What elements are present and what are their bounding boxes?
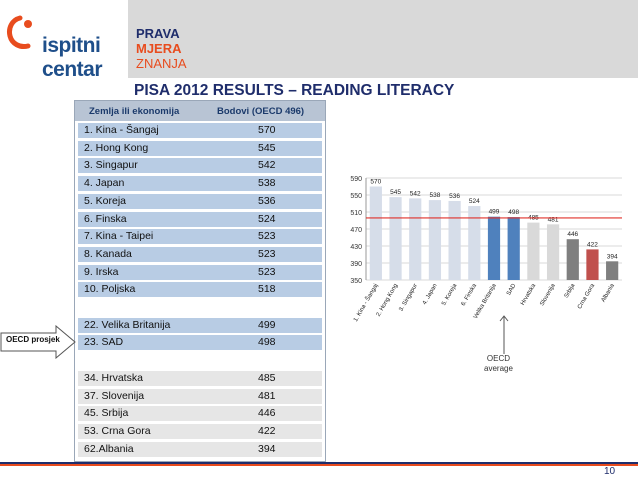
- table-cell-country: 62.Albania: [84, 442, 134, 455]
- chart-bar: [586, 249, 598, 280]
- oecd-arrow-label: OECD prosjek: [6, 335, 60, 344]
- table-cell-score: 481: [258, 389, 276, 402]
- chart-data-label: 394: [606, 253, 618, 261]
- chart-data-label: 498: [508, 209, 520, 217]
- chart-x-tick: Hrvatska: [520, 283, 538, 307]
- chart-x-tick: 3. Singapur: [398, 283, 419, 313]
- table-header-country: Zemlja ili ekonomija: [89, 106, 180, 117]
- table-cell-country: 9. Irska: [84, 265, 119, 278]
- oecd-average-note: [484, 354, 513, 374]
- tagline-prava: PRAVA: [136, 26, 180, 41]
- chart-x-tick: Crna Gora: [576, 283, 597, 311]
- table-row: [78, 194, 322, 209]
- header-logo-area: [0, 0, 128, 81]
- chart-bar: [508, 217, 520, 280]
- table-cell-country: 23. SAD: [84, 336, 124, 349]
- table-row: [78, 389, 322, 404]
- chart-y-tick: 470: [350, 227, 362, 234]
- chart-data-label: 446: [567, 231, 579, 239]
- table-cell-country: 10. Poljska: [84, 283, 136, 296]
- table-cell-country: 3. Singapur: [84, 159, 138, 172]
- table-cell-score: 542: [258, 159, 276, 172]
- table-cell-score: 498: [258, 336, 276, 349]
- table-cell-country: 5. Koreja: [84, 194, 127, 207]
- chart-data-label: 485: [527, 214, 539, 222]
- table-row: [78, 123, 322, 138]
- chart-x-tick: 1. Kina - Šangaj: [353, 283, 380, 323]
- table-cell-country: 2. Hong Kong: [84, 141, 149, 154]
- table-row: [78, 158, 322, 173]
- table-cell-score: 518: [258, 283, 276, 296]
- chart-data-label: 570: [370, 178, 382, 186]
- table-cell-country: 1. Kina - Šangaj: [84, 124, 159, 136]
- chart-data-label: 536: [449, 192, 461, 200]
- chart-data-label: 524: [468, 198, 480, 206]
- chart-x-tick: Albania: [600, 283, 616, 304]
- table-cell-score: 499: [258, 318, 276, 331]
- table-cell-score: 523: [258, 247, 276, 260]
- chart-bar: [429, 200, 441, 280]
- table-cell-score: 523: [258, 230, 276, 243]
- table-cell-country: 4. Japan: [84, 177, 125, 190]
- chart-x-tick: Srbija: [563, 283, 577, 300]
- chart-bar: [409, 198, 421, 280]
- table-cell-score: 538: [258, 177, 276, 190]
- chart-x-tick: Velika Britanija: [472, 283, 498, 321]
- table-row: [78, 247, 322, 262]
- table-cell-country: 45. Srbija: [84, 407, 129, 420]
- table-row: [78, 406, 322, 421]
- footer-stripes: [0, 462, 638, 479]
- chart-y-tick: 390: [350, 261, 362, 268]
- table-cell-score: 536: [258, 194, 276, 207]
- table-row: [78, 442, 322, 457]
- table-cell-score: 570: [258, 124, 276, 136]
- chart-y-tick: 510: [350, 210, 362, 217]
- table-row: [78, 176, 322, 191]
- oecd-note-line1: OECD: [486, 354, 511, 363]
- table-cell-score: 422: [258, 424, 276, 437]
- chart-y-tick: 430: [350, 244, 362, 251]
- table-row: [78, 282, 322, 297]
- chart-x-tick: SAD: [506, 283, 518, 297]
- table-cell-score: 485: [258, 371, 276, 384]
- slide-title: PISA 2012 RESULTS – READING LITERACY: [134, 82, 455, 99]
- table-row: [78, 300, 322, 315]
- chart-y-tick: 550: [350, 193, 362, 200]
- page-number: 10: [604, 466, 616, 477]
- chart-data-label: 538: [429, 192, 441, 200]
- chart-bar: [449, 201, 461, 280]
- table-row: [78, 141, 322, 156]
- chart-bar: [606, 261, 618, 280]
- chart-data-label: 542: [409, 190, 421, 198]
- table-header: [75, 101, 325, 121]
- reading-chart: [334, 170, 624, 350]
- chart-x-tick: 4. Japan: [421, 283, 439, 306]
- brand-logo-icon: [6, 12, 42, 52]
- table-cell-score: 524: [258, 212, 276, 225]
- table-row: [78, 318, 322, 333]
- chart-x-tick: 6. Finska: [460, 283, 479, 308]
- chart-data-label: 499: [488, 208, 500, 216]
- chart-bar: [547, 224, 559, 280]
- chart-data-label: 545: [390, 189, 401, 197]
- table-header-score: Bodovi (OECD 496): [217, 106, 305, 117]
- tagline-znanja: ZNANJA: [136, 56, 187, 71]
- table-cell-country: 7. Kina - Taipei: [84, 230, 154, 243]
- table-cell-country: 37. Slovenija: [84, 389, 145, 402]
- brand-name: ispitni centar: [42, 34, 103, 81]
- chart-y-tick: 590: [350, 176, 362, 183]
- table-row: [78, 265, 322, 280]
- oecd-pointer-icon: [498, 314, 510, 356]
- chart-data-label: 422: [587, 241, 598, 249]
- chart-bar: [527, 223, 539, 280]
- table-row: [78, 229, 322, 244]
- chart-bar: [488, 217, 500, 280]
- table-cell-country: 22. Velika Britanija: [84, 318, 171, 331]
- chart-y-tick: 350: [350, 278, 362, 285]
- chart-bar: [370, 187, 382, 281]
- table-cell-score: 394: [258, 442, 276, 455]
- table-cell-country: 8. Kanada: [84, 247, 132, 260]
- header-banner: [128, 0, 638, 78]
- chart-x-tick: Slovenija: [539, 283, 557, 308]
- results-table: [74, 100, 326, 462]
- chart-data-label: 481: [547, 216, 559, 224]
- chart-x-tick: 5. Koreja: [441, 283, 459, 307]
- table-row: [78, 212, 322, 227]
- table-row: [78, 353, 322, 368]
- chart-bar: [389, 197, 401, 280]
- tagline-mjera: MJERA: [136, 41, 182, 56]
- table-cell-score: 446: [258, 407, 276, 420]
- chart-bar: [468, 206, 480, 280]
- oecd-note-line2: average: [484, 364, 513, 373]
- chart-bar: [567, 239, 579, 280]
- table-cell-country: 6. Finska: [84, 212, 127, 225]
- chart-x-tick: 2. Hong Kong: [375, 283, 400, 318]
- table-cell-country: 53. Crna Gora: [84, 424, 151, 437]
- table-row: [78, 371, 322, 386]
- table-row: [78, 424, 322, 439]
- table-cell-country: 34. Hrvatska: [84, 371, 143, 384]
- table-row: [78, 335, 322, 350]
- table-cell-score: 545: [258, 141, 276, 154]
- table-cell-score: 523: [258, 265, 276, 278]
